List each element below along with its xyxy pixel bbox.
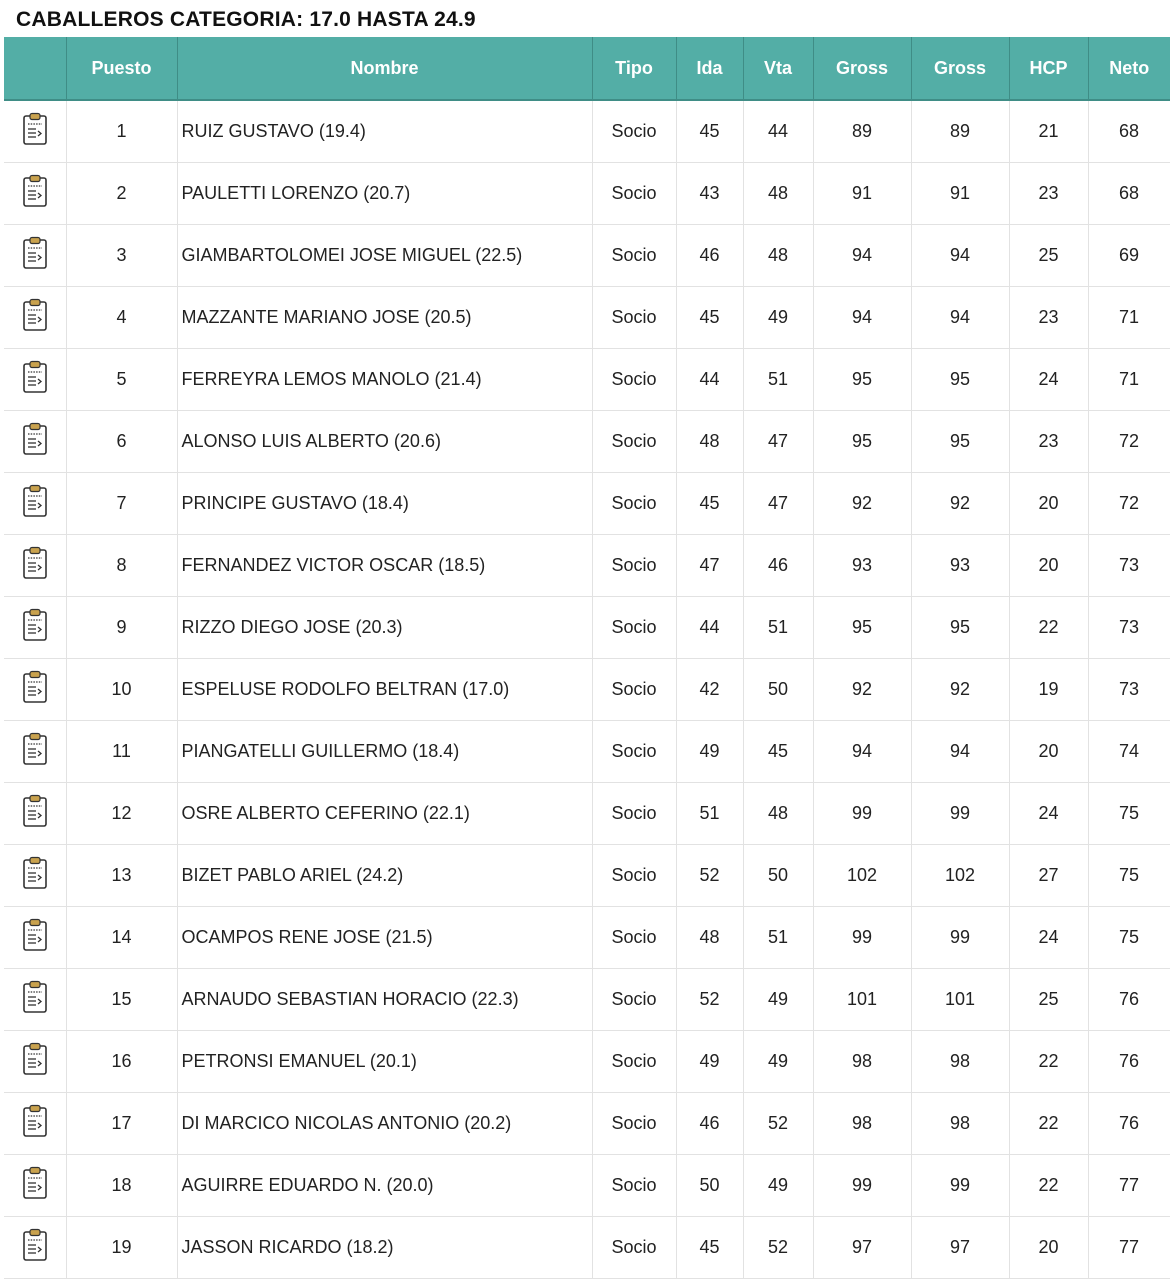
cell-vta: 48 [743,783,813,845]
cell-ida: 42 [676,659,743,721]
cell-icon [4,659,66,721]
scorecard-icon[interactable] [22,608,48,647]
cell-ida: 46 [676,225,743,287]
cell-vta: 45 [743,721,813,783]
cell-tipo: Socio [592,1217,676,1279]
cell-vta: 49 [743,1155,813,1217]
cell-nombre: GIAMBARTOLOMEI JOSE MIGUEL (22.5) [177,225,592,287]
cell-ida: 49 [676,1031,743,1093]
cell-tipo: Socio [592,845,676,907]
cell-tipo: Socio [592,597,676,659]
cell-gross-2: 95 [911,597,1009,659]
header-vta: Vta [743,37,813,100]
cell-gross: 92 [813,473,911,535]
cell-ida: 48 [676,907,743,969]
cell-vta: 46 [743,535,813,597]
cell-hcp: 25 [1009,225,1088,287]
cell-gross-2: 101 [911,969,1009,1031]
cell-hcp: 20 [1009,473,1088,535]
cell-vta: 49 [743,1031,813,1093]
cell-neto: 72 [1088,473,1170,535]
header-gross: Gross [813,37,911,100]
cell-nombre: ESPELUSE RODOLFO BELTRAN (17.0) [177,659,592,721]
cell-nombre: RIZZO DIEGO JOSE (20.3) [177,597,592,659]
cell-nombre: ARNAUDO SEBASTIAN HORACIO (22.3) [177,969,592,1031]
cell-nombre: PRINCIPE GUSTAVO (18.4) [177,473,592,535]
scorecard-icon[interactable] [22,422,48,461]
cell-nombre: PIANGATELLI GUILLERMO (18.4) [177,721,592,783]
cell-icon [4,1093,66,1155]
cell-hcp: 24 [1009,349,1088,411]
scorecard-icon[interactable] [22,1166,48,1205]
cell-icon [4,287,66,349]
cell-gross-2: 91 [911,163,1009,225]
cell-nombre: OSRE ALBERTO CEFERINO (22.1) [177,783,592,845]
cell-puesto: 5 [66,349,177,411]
cell-gross: 89 [813,100,911,163]
cell-nombre: AGUIRRE EDUARDO N. (20.0) [177,1155,592,1217]
scorecard-icon[interactable] [22,484,48,523]
cell-ida: 45 [676,1217,743,1279]
cell-vta: 52 [743,1093,813,1155]
header-row [4,37,1170,100]
table-row [4,1031,1170,1093]
table-row [4,473,1170,535]
cell-vta: 51 [743,349,813,411]
cell-gross-2: 98 [911,1031,1009,1093]
cell-hcp: 20 [1009,1217,1088,1279]
cell-icon [4,473,66,535]
cell-gross-2: 89 [911,100,1009,163]
cell-ida: 52 [676,845,743,907]
cell-vta: 44 [743,100,813,163]
scorecard-icon[interactable] [22,1042,48,1081]
cell-neto: 73 [1088,659,1170,721]
scorecard-icon[interactable] [22,918,48,957]
cell-neto: 74 [1088,721,1170,783]
cell-icon [4,969,66,1031]
cell-tipo: Socio [592,411,676,473]
cell-gross-2: 94 [911,287,1009,349]
cell-puesto: 12 [66,783,177,845]
cell-icon [4,1155,66,1217]
cell-ida: 45 [676,287,743,349]
table-row [4,1217,1170,1279]
cell-hcp: 25 [1009,969,1088,1031]
cell-icon [4,535,66,597]
cell-puesto: 16 [66,1031,177,1093]
cell-gross-2: 99 [911,783,1009,845]
cell-hcp: 19 [1009,659,1088,721]
header-puesto: Puesto [66,37,177,100]
page-title: CABALLEROS CATEGORIA: 17.0 HASTA 24.9 [16,8,476,31]
table-row [4,1155,1170,1217]
cell-neto: 76 [1088,1031,1170,1093]
cell-gross: 91 [813,163,911,225]
cell-ida: 45 [676,473,743,535]
cell-tipo: Socio [592,163,676,225]
cell-nombre: FERREYRA LEMOS MANOLO (21.4) [177,349,592,411]
cell-neto: 73 [1088,597,1170,659]
table-row [4,597,1170,659]
cell-nombre: OCAMPOS RENE JOSE (21.5) [177,907,592,969]
cell-vta: 51 [743,597,813,659]
cell-hcp: 24 [1009,907,1088,969]
cell-gross: 98 [813,1031,911,1093]
cell-gross-2: 92 [911,473,1009,535]
table-row [4,349,1170,411]
cell-tipo: Socio [592,721,676,783]
cell-hcp: 20 [1009,721,1088,783]
cell-ida: 43 [676,163,743,225]
cell-neto: 77 [1088,1155,1170,1217]
scorecard-icon[interactable] [22,1104,48,1143]
cell-tipo: Socio [592,1031,676,1093]
cell-gross: 94 [813,225,911,287]
cell-neto: 76 [1088,969,1170,1031]
cell-hcp: 22 [1009,1093,1088,1155]
cell-gross-2: 92 [911,659,1009,721]
scorecard-icon[interactable] [22,856,48,895]
cell-vta: 48 [743,225,813,287]
cell-icon [4,225,66,287]
cell-gross-2: 97 [911,1217,1009,1279]
cell-vta: 52 [743,1217,813,1279]
cell-tipo: Socio [592,349,676,411]
header-ida: Ida [676,37,743,100]
cell-tipo: Socio [592,225,676,287]
cell-puesto: 3 [66,225,177,287]
table-row [4,969,1170,1031]
cell-tipo: Socio [592,287,676,349]
cell-nombre: MAZZANTE MARIANO JOSE (20.5) [177,287,592,349]
cell-gross: 94 [813,721,911,783]
cell-neto: 75 [1088,783,1170,845]
table-row [4,100,1170,163]
cell-gross: 102 [813,845,911,907]
cell-neto: 68 [1088,163,1170,225]
scorecard-icon[interactable] [22,732,48,771]
header-nombre: Nombre [177,37,592,100]
cell-tipo: Socio [592,659,676,721]
table-row [4,163,1170,225]
cell-icon [4,411,66,473]
cell-gross-2: 94 [911,721,1009,783]
cell-hcp: 24 [1009,783,1088,845]
table-row [4,721,1170,783]
cell-hcp: 21 [1009,100,1088,163]
cell-vta: 47 [743,411,813,473]
cell-tipo: Socio [592,100,676,163]
cell-ida: 44 [676,349,743,411]
scorecard-icon[interactable] [22,980,48,1019]
table-row [4,535,1170,597]
cell-gross: 93 [813,535,911,597]
cell-puesto: 15 [66,969,177,1031]
cell-gross-2: 93 [911,535,1009,597]
cell-vta: 51 [743,907,813,969]
header-neto: Neto [1088,37,1170,100]
cell-tipo: Socio [592,969,676,1031]
scorecard-icon[interactable] [22,298,48,337]
header-hcp: HCP [1009,37,1088,100]
cell-puesto: 10 [66,659,177,721]
cell-icon [4,349,66,411]
cell-hcp: 23 [1009,411,1088,473]
cell-vta: 50 [743,659,813,721]
table-row [4,659,1170,721]
table-row [4,287,1170,349]
cell-neto: 75 [1088,845,1170,907]
cell-icon [4,783,66,845]
cell-puesto: 14 [66,907,177,969]
cell-gross: 95 [813,411,911,473]
cell-puesto: 8 [66,535,177,597]
cell-icon [4,163,66,225]
cell-puesto: 1 [66,100,177,163]
cell-nombre: PETRONSI EMANUEL (20.1) [177,1031,592,1093]
cell-vta: 50 [743,845,813,907]
results-table [4,37,1170,1279]
cell-hcp: 22 [1009,597,1088,659]
cell-ida: 52 [676,969,743,1031]
cell-neto: 71 [1088,349,1170,411]
cell-gross: 94 [813,287,911,349]
cell-neto: 72 [1088,411,1170,473]
cell-hcp: 22 [1009,1031,1088,1093]
cell-icon [4,907,66,969]
cell-nombre: FERNANDEZ VICTOR OSCAR (18.5) [177,535,592,597]
cell-ida: 47 [676,535,743,597]
cell-vta: 49 [743,969,813,1031]
cell-icon [4,100,66,163]
cell-gross: 101 [813,969,911,1031]
cell-ida: 51 [676,783,743,845]
cell-tipo: Socio [592,535,676,597]
cell-ida: 45 [676,100,743,163]
cell-gross-2: 99 [911,1155,1009,1217]
header-icon [4,37,66,100]
cell-neto: 73 [1088,535,1170,597]
cell-gross-2: 94 [911,225,1009,287]
cell-puesto: 4 [66,287,177,349]
cell-puesto: 11 [66,721,177,783]
cell-puesto: 2 [66,163,177,225]
cell-nombre: PAULETTI LORENZO (20.7) [177,163,592,225]
scorecard-icon[interactable] [22,1228,48,1267]
cell-tipo: Socio [592,907,676,969]
cell-hcp: 23 [1009,287,1088,349]
cell-tipo: Socio [592,473,676,535]
table-row [4,845,1170,907]
cell-gross: 95 [813,349,911,411]
table-row [4,1093,1170,1155]
cell-nombre: RUIZ GUSTAVO (19.4) [177,100,592,163]
cell-neto: 77 [1088,1217,1170,1279]
cell-hcp: 27 [1009,845,1088,907]
cell-ida: 50 [676,1155,743,1217]
cell-hcp: 23 [1009,163,1088,225]
cell-gross: 95 [813,597,911,659]
cell-gross: 99 [813,1155,911,1217]
cell-neto: 71 [1088,287,1170,349]
cell-hcp: 20 [1009,535,1088,597]
header-gross-2: Gross [911,37,1009,100]
cell-neto: 69 [1088,225,1170,287]
cell-puesto: 18 [66,1155,177,1217]
cell-vta: 48 [743,163,813,225]
cell-puesto: 9 [66,597,177,659]
cell-ida: 46 [676,1093,743,1155]
cell-gross-2: 95 [911,349,1009,411]
cell-puesto: 6 [66,411,177,473]
scorecard-icon[interactable] [22,174,48,213]
scorecard-icon[interactable] [22,546,48,585]
cell-ida: 49 [676,721,743,783]
cell-gross-2: 95 [911,411,1009,473]
cell-neto: 76 [1088,1093,1170,1155]
cell-gross: 99 [813,907,911,969]
cell-gross-2: 99 [911,907,1009,969]
cell-ida: 48 [676,411,743,473]
header-tipo: Tipo [592,37,676,100]
table-body [4,100,1170,1279]
cell-gross: 97 [813,1217,911,1279]
cell-puesto: 19 [66,1217,177,1279]
cell-puesto: 17 [66,1093,177,1155]
table-row [4,411,1170,473]
cell-icon [4,845,66,907]
cell-gross: 92 [813,659,911,721]
cell-nombre: DI MARCICO NICOLAS ANTONIO (20.2) [177,1093,592,1155]
table-row [4,783,1170,845]
cell-icon [4,1031,66,1093]
cell-icon [4,721,66,783]
cell-ida: 44 [676,597,743,659]
cell-neto: 68 [1088,100,1170,163]
scorecard-icon[interactable] [22,360,48,399]
cell-nombre: BIZET PABLO ARIEL (24.2) [177,845,592,907]
cell-vta: 47 [743,473,813,535]
cell-tipo: Socio [592,1155,676,1217]
cell-nombre: JASSON RICARDO (18.2) [177,1217,592,1279]
cell-gross-2: 102 [911,845,1009,907]
cell-puesto: 13 [66,845,177,907]
cell-gross: 99 [813,783,911,845]
cell-tipo: Socio [592,1093,676,1155]
cell-hcp: 22 [1009,1155,1088,1217]
cell-puesto: 7 [66,473,177,535]
scorecard-icon[interactable] [22,112,48,151]
cell-icon [4,597,66,659]
cell-icon [4,1217,66,1279]
scorecard-icon[interactable] [22,236,48,275]
cell-neto: 75 [1088,907,1170,969]
cell-gross-2: 98 [911,1093,1009,1155]
cell-tipo: Socio [592,783,676,845]
cell-nombre: ALONSO LUIS ALBERTO (20.6) [177,411,592,473]
table-row [4,907,1170,969]
cell-gross: 98 [813,1093,911,1155]
cell-vta: 49 [743,287,813,349]
scorecard-icon[interactable] [22,670,48,709]
table-row [4,225,1170,287]
scorecard-icon[interactable] [22,794,48,833]
